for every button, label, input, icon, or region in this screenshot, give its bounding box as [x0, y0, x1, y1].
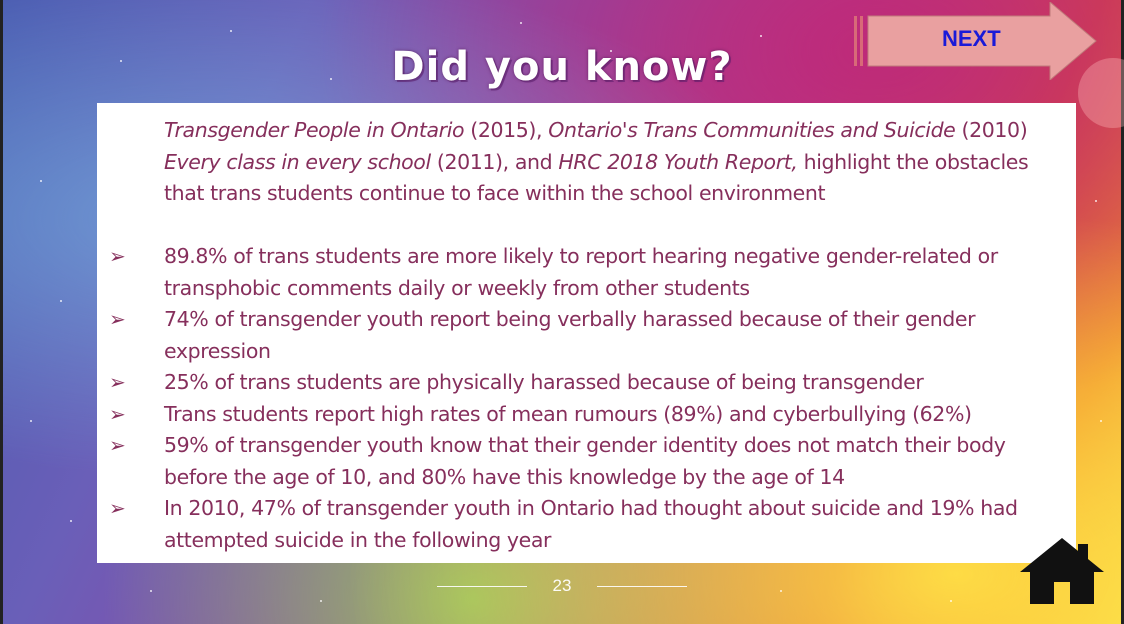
slide-footer [437, 574, 687, 598]
list-item [109, 430, 1059, 493]
arrowhead-bullet-icon: ➢ [109, 307, 126, 331]
home-button[interactable] [1020, 536, 1104, 604]
slide-title: Did you know? [391, 44, 733, 90]
arrowhead-bullet-icon: ➢ [109, 370, 126, 394]
source-title: Transgender People in Ontario [164, 118, 465, 142]
arrowhead-bullet-icon: ➢ [109, 433, 126, 457]
arrowhead-bullet-icon: ➢ [109, 496, 126, 520]
source-title: Ontario's Trans Communities and Suicide [548, 118, 956, 142]
list-item-text: 25% of trans students are physically harassed because of being transgender [164, 370, 924, 394]
arrowhead-bullet-icon: ➢ [109, 244, 126, 268]
home-icon [1020, 536, 1104, 604]
content-panel [97, 103, 1076, 563]
list-item-text: In 2010, 47% of transgender youth in Ontario had thought about suicide and 19% had attempted suicide in the following year [164, 496, 1018, 552]
list-item [109, 399, 1059, 431]
intro-text: (2010) [955, 118, 1028, 142]
list-item-text: 89.8% of trans students are more likely to report hearing negative gender-related or transphobic comments daily or weekly from other students [164, 244, 998, 300]
intro-text: (2015), [464, 118, 549, 142]
intro-text: (2011), and [430, 149, 559, 174]
list-item-text: 74% of transgender youth report being verbally harassed because of their gender expression [164, 307, 976, 363]
page-number: 23 [552, 576, 572, 595]
arrowhead-bullet-icon: ➢ [109, 401, 126, 426]
list-item-text: 59% of transgender youth know that their gender identity does not match their body before the age of 10, and 80% have this knowledge by the age of 14 [164, 433, 1006, 489]
intro-text: highlight the obstacles that trans students continue to face within the school environment [164, 149, 1029, 205]
next-button[interactable] [854, 2, 1098, 80]
source-title: HRC 2018 Youth Report, [558, 149, 798, 174]
list-item-text: Trans students report high rates of mean rumours (89%) and cyberbullying (62%) [164, 401, 972, 426]
list-item [109, 304, 1059, 367]
next-label: NEXT [942, 26, 1001, 51]
footer-divider [597, 586, 687, 587]
list-item [109, 367, 1059, 399]
list-item [109, 241, 1059, 304]
source-title: Every class in every school [164, 149, 431, 174]
list-item [109, 493, 1059, 556]
statistics-list [109, 241, 1059, 556]
intro-paragraph [164, 115, 1064, 210]
